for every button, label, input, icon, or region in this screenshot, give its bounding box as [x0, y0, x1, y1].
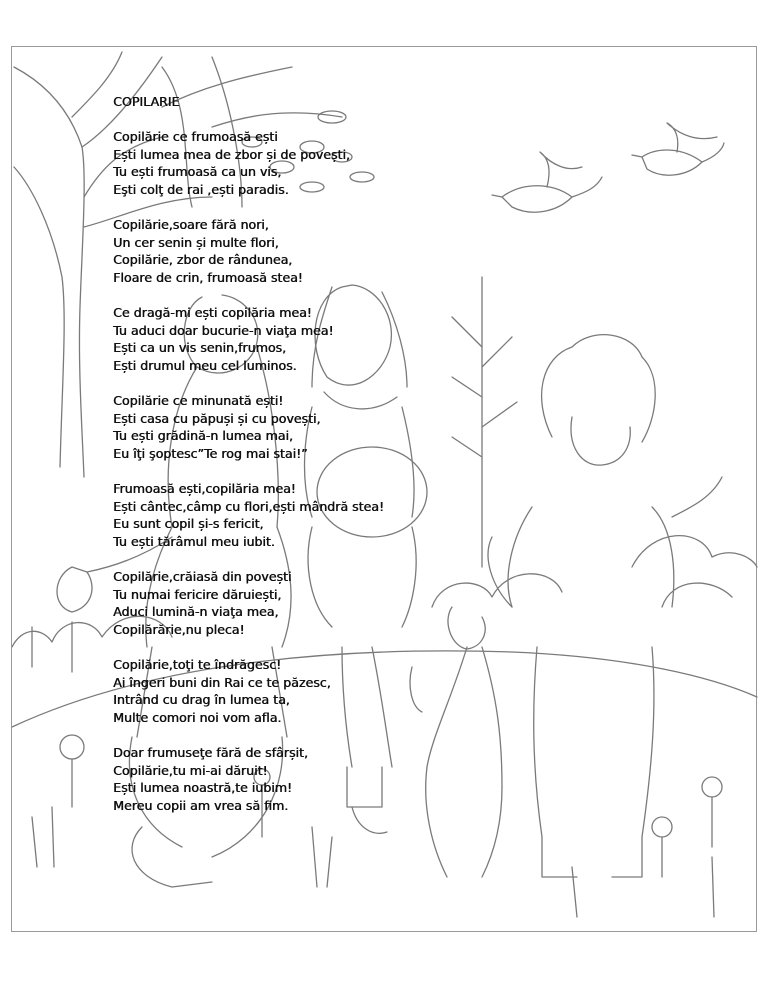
poem-line: Eu sunt copil și-s fericit, [113, 516, 264, 532]
poem-line: Copilărie ce minunată ești! [113, 393, 284, 409]
stanza [113, 480, 493, 550]
poem-line: Ești casa cu păpuși și cu povești, [113, 410, 321, 426]
page-frame [11, 46, 757, 932]
poem-line: Copilărie, zbor de rândunea, [113, 252, 293, 268]
poem-line: Tu ești tărâmul meu iubit. [113, 533, 275, 549]
poem-line: Eşti colţ de rai ,ești paradis. [113, 181, 289, 197]
stanza [113, 216, 493, 286]
poem-line: Tu aduci doar bucurie-n viaţa mea! [113, 322, 334, 338]
stanza [113, 392, 493, 462]
poem-line: Copilărie,soare fără nori, [113, 217, 269, 233]
poem-line: Copilărie,tu mi-ai dăruit! [113, 762, 268, 778]
poem-line: Ești cântec,câmp cu flori,ești mândră stea! [113, 498, 384, 514]
poem-line: Frumoasă ești,copilăria mea! [113, 481, 296, 497]
bird-left [492, 152, 602, 212]
poem-line: Floare de crin, frumoasă stea! [113, 269, 303, 285]
poem-line: Copilărie ce frumoasă ești [113, 129, 278, 145]
poem-line: Tu numai fericire dăruiești, [113, 586, 282, 602]
poem-line: Ești lumea mea de zbor și de povești, [113, 146, 350, 162]
poem-line: Tu ești grădină-n lumea mai, [113, 428, 293, 444]
stanza [113, 128, 493, 198]
poem-line: Ești drumul meu cel luminos. [113, 357, 297, 373]
stanza [113, 304, 493, 374]
poem-line: Ce dragă-mi ești copilăria mea! [113, 305, 312, 321]
poem-line: Copilărie,crăiasă din povești [113, 569, 292, 585]
poem-title: COPILARIE [113, 94, 180, 109]
poem-line: Tu ești frumoasă ca un vis, [113, 164, 282, 180]
poem-line: Eu îţi şoptesc”Te rog mai stai!” [113, 445, 308, 461]
poem-line: Doar frumuseţe fără de sfârșit, [113, 744, 308, 760]
poem-line: Mereu copii am vrea să fim. [113, 797, 289, 813]
poem-line: Multe comori noi vom afla. [113, 709, 282, 725]
poem-line: Ești ca un vis senin,frumos, [113, 340, 286, 356]
poem-line: Copilărie,toţi te îndrăgesc! [113, 657, 282, 672]
bird-right [632, 123, 724, 175]
poem [113, 93, 493, 832]
stanza [113, 656, 493, 726]
poem-line: Ești lumea noastră,te iubim! [113, 780, 292, 796]
stanza [113, 744, 493, 814]
boy-right [488, 335, 722, 877]
poem-line: Intrând cu drag în lumea ta, [113, 692, 290, 708]
poem-line: Copilărărie,nu pleca! [113, 621, 245, 637]
poem-line: Aduci lumină-n viaţa mea, [113, 604, 279, 620]
poem-line: Ai îngeri buni din Rai ce te păzesc, [113, 674, 331, 690]
poem-line: Un cer senin și multe flori, [113, 234, 279, 250]
stanza [113, 568, 493, 638]
